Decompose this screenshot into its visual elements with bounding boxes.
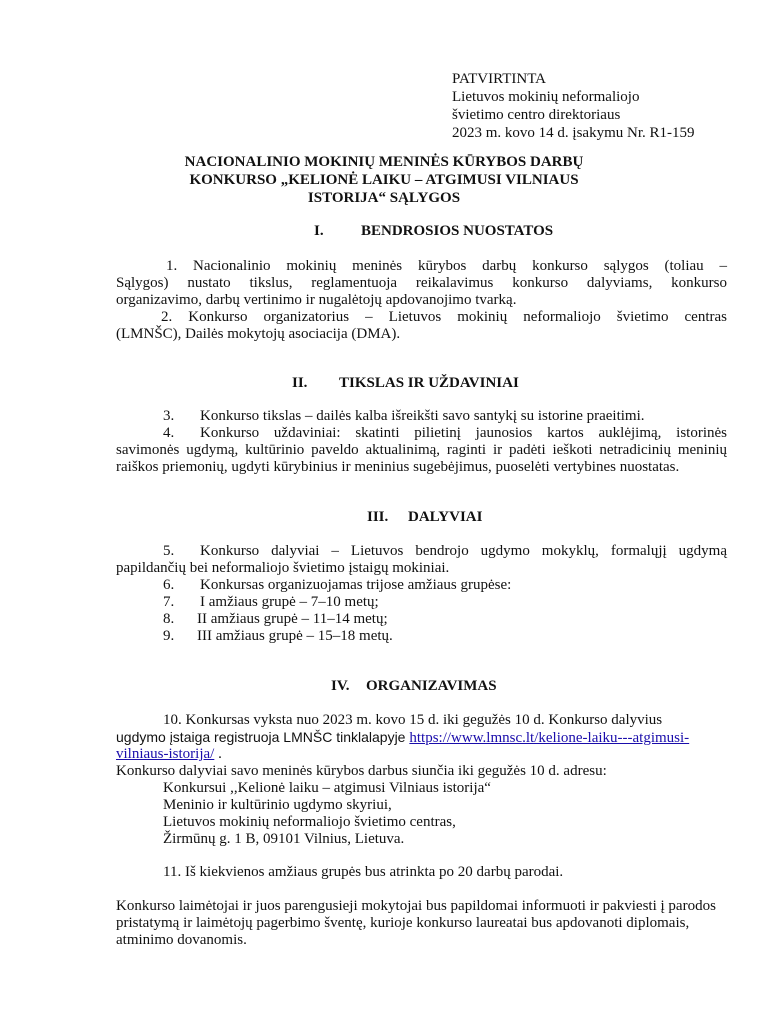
approval-line: švietimo centro direktoriaus [452,107,621,123]
section-number: III. [367,509,389,525]
paragraph-2-line: (LMNŠC), Dailės mokytojų asociacija (DMA). [116,326,401,342]
item-text: II amžiaus grupė – 11–14 metų; [197,611,388,627]
paragraph-5-line: Konkurso dalyviai – Lietuvos bendrojo ugdymo mokyklų, formalųjį ugdymą [200,543,727,559]
paragraph-1-line: Sąlygos) nustato tikslus, reglamentuoja reikalavimus konkurso dalyviams, konkurso [116,275,727,291]
title-line: ISTORIJA“ SĄLYGOS [307,190,461,206]
paragraph-1-line: 1. Nacionalinio mokinių meninės kūrybos darbų konkurso sąlygos (toliau – [166,258,727,274]
section-heading-3 [367,509,482,526]
paragraph-10-line: 10. Konkursas vyksta nuo 2023 m. kovo 15 d. iki gegužės 10 d. Konkurso dalyvius [163,712,663,728]
registration-link-continued[interactable]: vilniaus-istorija/ [116,746,215,762]
item-number: 3. [163,408,175,424]
paragraph-12-line: atminimo dovanomis. [116,932,247,948]
item-text: Konkurso tikslas – dailės kalba išreikšti savo santykį su istorine praeitimi. [200,408,645,424]
section-title: DALYVIAI [408,509,483,525]
approval-line: PATVIRTINTA [452,71,547,87]
address-line: Konkursui ,,Kelionė laiku – atgimusi Vilniaus istorija“ [163,780,491,796]
section-title: TIKSLAS IR UŽDAVINIAI [339,375,519,391]
section-number: II. [292,375,308,391]
paragraph-3 [163,408,645,425]
address-line: Žirmūnų g. 1 B, 09101 Vilnius, Lietuva. [163,831,405,847]
paragraph-10-line [116,729,689,747]
section-number: I. [314,223,324,239]
paragraph-5-number: 5. [163,543,175,559]
address-line: Meninio ir kultūrinio ugdymo skyriui, [163,797,392,813]
paragraph-12-line: Konkurso laimėtojai ir juos parengusieji mokytojai bus papildomai informuoti ir pakviesti į parodos [116,898,716,914]
item-text: III amžiaus grupė – 15–18 metų. [197,628,393,644]
paragraph-11: 11. Iš kiekvienos amžiaus grupės bus atrinkta po 20 darbų parodai. [163,864,564,880]
section-heading-2 [292,375,519,392]
paragraph-8 [163,611,388,628]
paragraph-4-number: 4. [163,425,175,441]
item-number: 6. [163,577,175,593]
section-title: BENDROSIOS NUOSTATOS [361,223,554,239]
address-line: Lietuvos mokinių neformaliojo švietimo centras, [163,814,456,830]
paragraph-1-line: organizavimo, darbų vertinimo ir nugalėtojų apdovanojimo tvarką. [116,292,517,308]
section-heading-1 [314,223,553,240]
paragraph-4-line: Konkurso uždaviniai: skatinti pilietinį jaunosios kartos auklėjimą, istorinės [200,425,727,441]
approval-block [452,71,695,143]
section-heading-4 [331,678,497,695]
paragraph-12-line: pristatymą ir laimėtojų pagerbimo šventę, kurioje konkurso laureatai bus apdovanoti diplomais, [116,915,690,931]
registration-text: ugdymo įstaiga registruoja LMNŠC tinklalapyje [116,729,410,745]
approval-line: Lietuvos mokinių neformaliojo [452,89,640,105]
registration-link[interactable]: https://www.lmnsc.lt/kelione-laiku---atgimusi- [409,730,690,746]
item-text: Konkursas organizuojamas trijose amžiaus grupėse: [200,577,512,593]
item-text: I amžiaus grupė – 7–10 metų; [200,594,379,610]
paragraph-9 [163,628,393,645]
item-number: 8. [163,611,175,627]
paragraph-6 [163,577,511,594]
paragraph-10-line: Konkurso dalyviai savo meninės kūrybos darbus siunčia iki gegužės 10 d. adresu: [116,763,607,779]
paragraph-5-line: papildančių bei neformaliojo švietimo įstaigų mokiniai. [116,560,450,576]
section-title: ORGANIZAVIMAS [366,678,497,694]
document-title [0,154,768,208]
link-trailing-text: . [214,746,222,762]
paragraph-4-line: savimonės ugdymą, kultūrinio paveldo aktualinimą, raginti ir padėti ieškoti netradicinių meninių [116,442,727,458]
title-line: KONKURSO „KELIONĖ LAIKU – ATGIMUSI VILNIAUS [189,172,579,188]
paragraph-10-line [116,746,222,763]
item-number: 7. [163,594,175,610]
item-number: 9. [163,628,175,644]
section-number: IV. [331,678,350,694]
approval-line: 2023 m. kovo 14 d. įsakymu Nr. R1-159 [452,125,695,141]
title-line: NACIONALINIO MOKINIŲ MENINĖS KŪRYBOS DARBŲ [184,154,584,170]
paragraph-7 [163,594,379,611]
paragraph-4-line: raiškos priemonių, ugdyti kūrybinius ir meninius sugebėjimus, puoselėti vertybines nuostatas. [116,459,680,475]
paragraph-2-line: 2. Konkurso organizatorius – Lietuvos mokinių neformaliojo švietimo centras [161,309,727,325]
